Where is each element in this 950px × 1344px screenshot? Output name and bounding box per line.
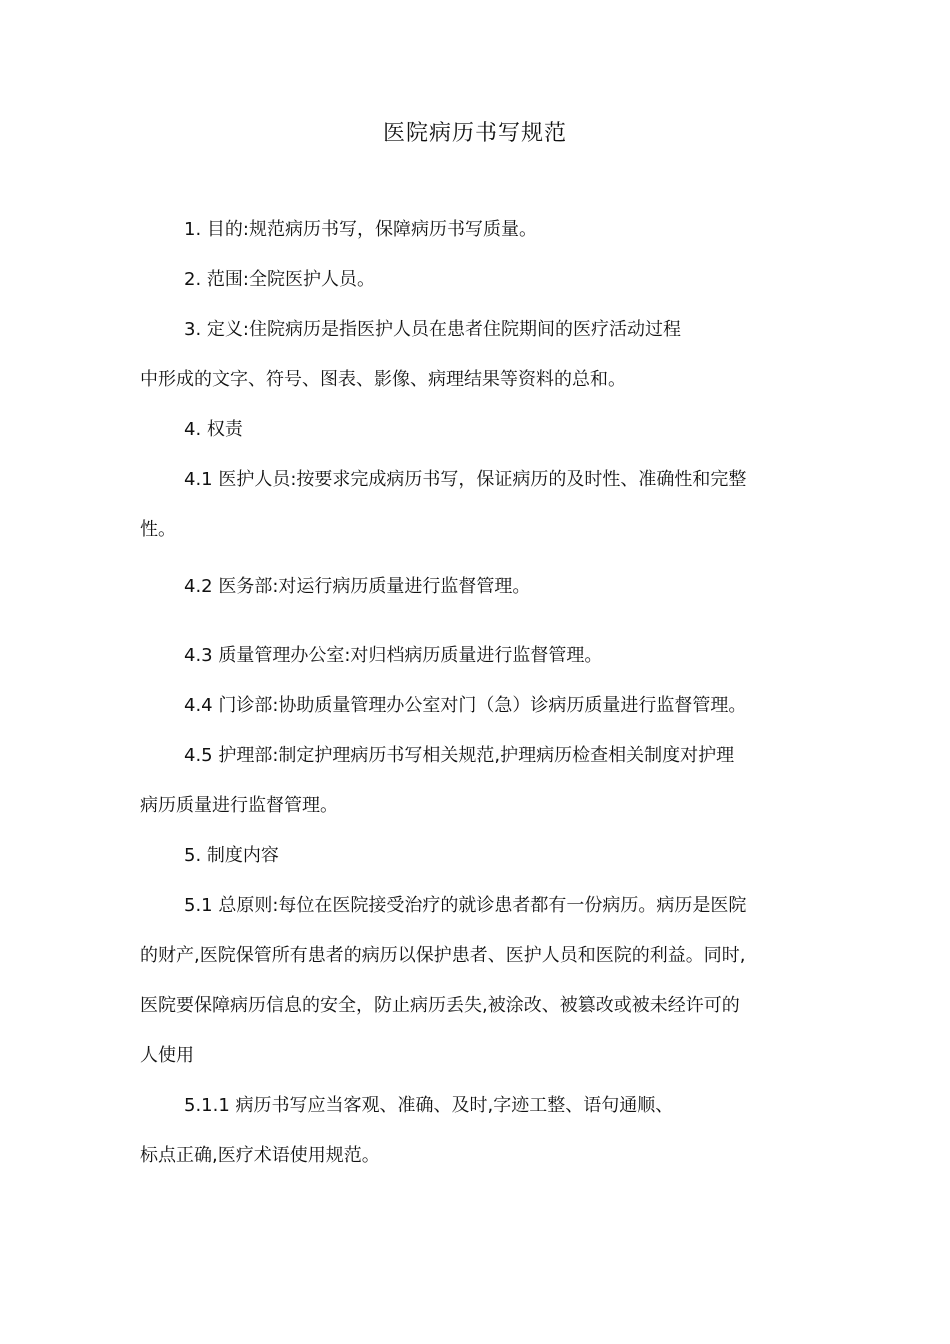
definition-continuation: 中形成的文字、符号、图表、影像、病理结果等资料的总和。 xyxy=(140,369,626,390)
responsibility-heading: 4. 权责 xyxy=(184,419,243,440)
responsibility-4-2: 4.2 医务部:对运行病历质量进行监督管理。 xyxy=(184,576,531,597)
responsibility-4-3: 4.3 质量管理办公室:对归档病历质量进行监督管理。 xyxy=(184,645,603,666)
responsibility-4-5: 4.5 护理部:制定护理病历书写相关规范,护理病历检查相关制度对护理 xyxy=(184,745,735,766)
principle-5-1-continuation-2: 医院要保障病历信息的安全，防止病历丢失,被涂改、被篡改或被未经许可的 xyxy=(140,995,740,1016)
responsibility-4-1-continuation: 性。 xyxy=(140,519,176,540)
document-title: 医院病历书写规范 xyxy=(382,121,567,146)
definition-line: 3. 定义:住院病历是指医护人员在患者住院期间的医疗活动过程 xyxy=(184,319,681,340)
purpose-line: 1. 目的:规范病历书写，保障病历书写质量。 xyxy=(184,219,537,240)
principle-5-1-continuation-3: 人使用 xyxy=(140,1045,194,1066)
content-heading: 5. 制度内容 xyxy=(184,845,279,866)
principle-5-1-continuation-1: 的财产,医院保管所有患者的病历以保护患者、医护人员和医院的利益。同时, xyxy=(140,945,746,966)
responsibility-4-4: 4.4 门诊部:协助质量管理办公室对门（急）诊病历质量进行监督管理。 xyxy=(184,695,747,716)
rule-5-1-1-continuation: 标点正确,医疗术语使用规范。 xyxy=(140,1145,380,1166)
responsibility-4-1: 4.1 医护人员:按要求完成病历书写，保证病历的及时性、准确性和完整 xyxy=(184,469,747,490)
principle-5-1: 5.1 总原则:每位在医院接受治疗的就诊患者都有一份病历。病历是医院 xyxy=(184,895,747,916)
scope-line: 2. 范围:全院医护人员。 xyxy=(184,269,375,290)
rule-5-1-1: 5.1.1 病历书写应当客观、准确、及时,字迹工整、语句通顺、 xyxy=(184,1095,674,1116)
responsibility-4-5-continuation: 病历质量进行监督管理。 xyxy=(140,795,338,816)
